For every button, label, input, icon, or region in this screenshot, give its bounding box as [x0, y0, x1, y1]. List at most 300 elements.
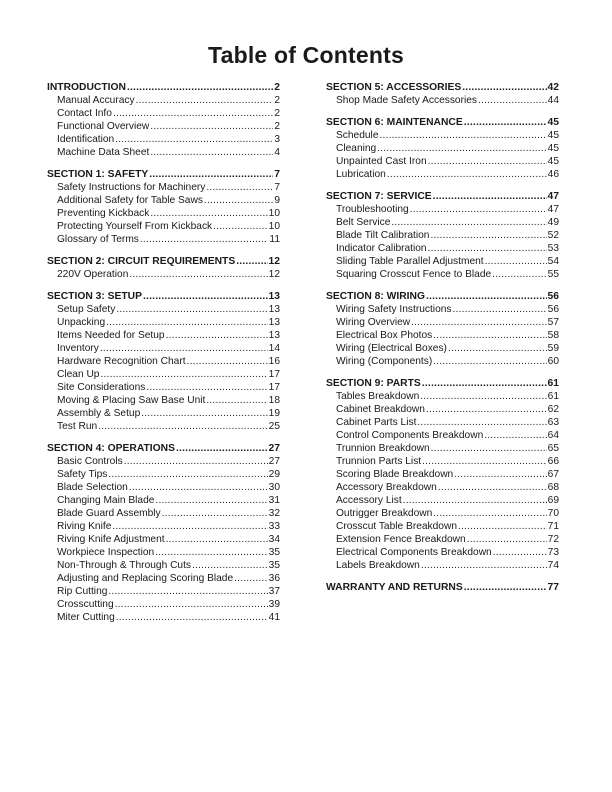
dot-leader — [430, 229, 546, 242]
toc-entry-page-number: 52 — [547, 230, 559, 241]
dot-leader — [192, 559, 268, 572]
toc-entry-label: Items Needed for Setup — [57, 330, 165, 341]
toc-entry-page-number: 16 — [268, 356, 280, 367]
toc-entry[interactable] — [326, 468, 559, 481]
toc-section-heading-page-number: 42 — [547, 82, 559, 93]
toc-section-heading-page-number: 77 — [547, 582, 559, 593]
dot-leader — [204, 194, 273, 207]
toc-entry[interactable] — [326, 533, 559, 546]
toc-entry[interactable] — [47, 268, 280, 281]
toc-section — [47, 255, 280, 281]
toc-entry-page-number: 45 — [547, 143, 559, 154]
toc-entry-page-number: 57 — [547, 317, 559, 328]
toc-section-heading-label: INTRODUCTION — [47, 82, 126, 93]
toc-entry-label: Site Considerations — [57, 382, 146, 393]
toc-entry-page-number: 41 — [268, 612, 280, 623]
toc-entry[interactable] — [47, 455, 280, 468]
dot-leader — [108, 468, 267, 481]
dot-leader — [422, 455, 547, 468]
toc-entry-label: 220V Operation — [57, 269, 129, 280]
toc-section-heading-page-number: 7 — [274, 169, 280, 180]
toc-entry-page-number: 30 — [268, 482, 280, 493]
toc-entry[interactable] — [47, 207, 280, 220]
toc-entry-page-number: 46 — [547, 169, 559, 180]
toc-entry[interactable] — [47, 546, 280, 559]
toc-entry-label: Accessory List — [336, 495, 402, 506]
dot-leader — [458, 520, 547, 533]
toc-entry[interactable] — [326, 129, 559, 142]
toc-section-heading-page-number: 56 — [547, 291, 559, 302]
toc-entry-page-number: 35 — [268, 560, 280, 571]
toc-entry-page-number: 2 — [274, 121, 280, 132]
toc-section-heading-label: SECTION 6: MAINTENANCE — [326, 117, 463, 128]
dot-leader — [113, 107, 273, 120]
toc-entry-label: Glossary of Terms — [57, 234, 139, 245]
toc-entry-label: Clean Up — [57, 369, 100, 380]
toc-entry-label: Safety Tips — [57, 469, 108, 480]
toc-entry-page-number: 14 — [268, 343, 280, 354]
toc-entry[interactable] — [47, 329, 280, 342]
toc-entry-page-number: 27 — [268, 456, 280, 467]
toc-section-heading-label: SECTION 8: WIRING — [326, 291, 425, 302]
dot-leader — [98, 420, 267, 433]
toc-entry-page-number: 31 — [268, 495, 280, 506]
toc-entry[interactable] — [47, 107, 280, 120]
toc-entry-page-number: 29 — [268, 469, 280, 480]
toc-entry[interactable] — [47, 585, 280, 598]
toc-entry[interactable] — [47, 220, 280, 233]
dot-leader — [453, 303, 547, 316]
toc-entry[interactable] — [47, 194, 280, 207]
toc-entry[interactable] — [47, 120, 280, 133]
toc-entry-page-number: 45 — [547, 130, 559, 141]
toc-entry[interactable] — [47, 559, 280, 572]
dot-leader — [136, 94, 274, 107]
toc-entry-label: Tables Breakdown — [336, 391, 420, 402]
toc-entry-page-number: 44 — [547, 95, 559, 106]
dot-leader — [206, 181, 273, 194]
toc-entry[interactable] — [47, 420, 280, 433]
toc-entry-page-number: 37 — [268, 586, 280, 597]
toc-entry-label: Electrical Box Photos — [336, 330, 433, 341]
toc-entry[interactable] — [326, 416, 559, 429]
toc-entry[interactable] — [326, 255, 559, 268]
toc-entry-label: Accessory Breakdown — [336, 482, 437, 493]
toc-entry[interactable] — [326, 494, 559, 507]
toc-section-heading-label: SECTION 9: PARTS — [326, 378, 421, 389]
toc-entry-page-number: 12 — [268, 269, 280, 280]
toc-section — [326, 377, 559, 572]
toc-entry-label: Outrigger Breakdown — [336, 508, 433, 519]
toc-entry-label: Trunnion Parts List — [336, 456, 422, 467]
toc-entry-page-number: 10 — [268, 221, 280, 232]
toc-entry-page-number: 58 — [547, 330, 559, 341]
toc-entry-page-number: 62 — [547, 404, 559, 415]
toc-entry-page-number: 73 — [547, 547, 559, 558]
dot-leader — [140, 233, 269, 246]
toc-entry[interactable] — [47, 355, 280, 368]
toc-entry-label: Blade Tilt Calibration — [336, 230, 430, 241]
toc-entry[interactable] — [326, 520, 559, 533]
toc-entry-page-number: 9 — [274, 195, 280, 206]
toc-entry-page-number: 60 — [547, 356, 559, 367]
toc-entry[interactable] — [326, 355, 559, 368]
dot-leader — [485, 255, 547, 268]
toc-entry[interactable] — [326, 329, 559, 342]
dot-leader — [116, 611, 268, 624]
dot-leader — [124, 455, 268, 468]
dot-leader — [433, 507, 546, 520]
toc-entry-label: Assembly & Setup — [57, 408, 141, 419]
toc-entry[interactable] — [47, 342, 280, 355]
toc-entry-label: Moving & Placing Saw Base Unit — [57, 395, 206, 406]
toc-section-heading-label: WARRANTY AND RETURNS — [326, 582, 463, 593]
toc-entry[interactable] — [326, 546, 559, 559]
toc-entry-page-number: 19 — [268, 408, 280, 419]
toc-entry-label: Identification — [57, 134, 115, 145]
toc-entry[interactable] — [326, 559, 559, 572]
toc-entry-label: Indicator Calibration — [336, 243, 427, 254]
dot-leader — [129, 481, 268, 494]
toc-entry[interactable] — [47, 316, 280, 329]
toc-entry-label: Wiring Safety Instructions — [336, 304, 452, 315]
toc-entry-page-number: 13 — [268, 304, 280, 315]
toc-entry-label: Workpiece Inspection — [57, 547, 155, 558]
dot-leader — [149, 168, 273, 181]
toc-entry[interactable] — [47, 146, 280, 159]
toc-entry-label: Adjusting and Replacing Scoring Blade — [57, 573, 234, 584]
toc-entry-label: Belt Service — [336, 217, 391, 228]
dot-leader — [426, 290, 547, 303]
dot-leader — [411, 316, 547, 329]
toc-entry-page-number: 4 — [274, 147, 280, 158]
dot-leader — [155, 546, 267, 559]
toc-section-heading[interactable] — [326, 116, 559, 129]
dot-leader — [236, 255, 267, 268]
toc-entry[interactable] — [326, 507, 559, 520]
toc-entry[interactable] — [47, 533, 280, 546]
dot-leader — [176, 442, 268, 455]
toc-entry[interactable] — [326, 316, 559, 329]
toc-section — [326, 581, 559, 594]
dot-leader — [127, 81, 273, 94]
toc-section-heading[interactable] — [326, 81, 559, 94]
dot-leader — [422, 377, 547, 390]
toc-entry-page-number: 2 — [274, 95, 280, 106]
dot-leader — [106, 316, 268, 329]
toc-entry-label: Labels Breakdown — [336, 560, 420, 571]
dot-leader — [454, 468, 546, 481]
dot-leader — [438, 481, 547, 494]
toc-entry-label: Manual Accuracy — [57, 95, 135, 106]
toc-entry[interactable] — [47, 598, 280, 611]
toc-entry[interactable] — [47, 611, 280, 624]
dot-leader — [464, 581, 547, 594]
toc-entry-page-number: 36 — [268, 573, 280, 584]
toc-entry-label: Cleaning — [336, 143, 377, 154]
toc-entry[interactable] — [47, 481, 280, 494]
toc-entry-label: Additional Safety for Table Saws — [57, 195, 203, 206]
toc-entry[interactable] — [47, 468, 280, 481]
toc-entry[interactable] — [326, 455, 559, 468]
toc-entry-label: Wiring (Components) — [336, 356, 433, 367]
toc-section-heading[interactable] — [47, 81, 280, 94]
toc-section — [326, 81, 559, 107]
dot-leader — [143, 290, 268, 303]
dot-leader — [112, 520, 267, 533]
toc-entry-page-number: 71 — [547, 521, 559, 532]
toc-entry-label: Control Components Breakdown — [336, 430, 484, 441]
dot-leader — [141, 407, 267, 420]
toc-entry-page-number: 47 — [547, 204, 559, 215]
dot-leader — [462, 81, 546, 94]
toc-entry[interactable] — [47, 133, 280, 146]
toc-entry[interactable] — [326, 142, 559, 155]
toc-entry-label: Hardware Recognition Chart — [57, 356, 186, 367]
toc-entry-page-number: 65 — [547, 443, 559, 454]
dot-leader — [162, 507, 268, 520]
toc-entry[interactable] — [326, 242, 559, 255]
page-title: Table of Contents — [208, 42, 404, 68]
toc-entry[interactable] — [326, 442, 559, 455]
toc-entry[interactable] — [47, 181, 280, 194]
toc-entry[interactable] — [326, 268, 559, 281]
toc-entry-label: Crosscut Table Breakdown — [336, 521, 457, 532]
dot-leader — [100, 368, 267, 381]
toc-entry-label: Wiring Overview — [336, 317, 411, 328]
toc-section — [47, 81, 280, 159]
toc-entry-page-number: 32 — [268, 508, 280, 519]
toc-entry-label: Trunnion Breakdown — [336, 443, 430, 454]
toc-entry-label: Scoring Blade Breakdown — [336, 469, 454, 480]
toc-entry[interactable] — [47, 368, 280, 381]
dot-leader — [484, 429, 546, 442]
dot-leader — [391, 216, 546, 229]
toc-entry-label: Riving Knife Adjustment — [57, 534, 165, 545]
toc-entry-label: Unpacking — [57, 317, 106, 328]
toc-section — [47, 168, 280, 246]
toc-entry[interactable] — [47, 572, 280, 585]
toc-entry[interactable] — [326, 94, 559, 107]
toc-section — [326, 116, 559, 181]
toc-entry-page-number: 7 — [274, 182, 280, 193]
dot-leader — [377, 142, 546, 155]
toc-entry-page-number: 33 — [268, 521, 280, 532]
toc-section — [47, 290, 280, 433]
dot-leader — [426, 403, 547, 416]
toc-entry-page-number: 61 — [547, 391, 559, 402]
toc-entry[interactable] — [326, 429, 559, 442]
toc-entry[interactable] — [47, 94, 280, 107]
toc-entry[interactable] — [326, 229, 559, 242]
toc-entry[interactable] — [47, 303, 280, 316]
toc-entry-label: Changing Main Blade — [57, 495, 155, 506]
toc-section-heading-page-number: 13 — [268, 291, 280, 302]
toc-section-heading-label: SECTION 5: ACCESSORIES — [326, 82, 462, 93]
toc-entry-page-number: 34 — [268, 534, 280, 545]
toc-entry[interactable] — [326, 168, 559, 181]
toc-entry-label: Miter Cutting — [57, 612, 115, 623]
dot-leader — [464, 116, 547, 129]
toc-entry-page-number: 11 — [269, 234, 280, 245]
dot-leader — [433, 190, 547, 203]
toc-entry-label: Sliding Table Parallel Adjustment — [336, 256, 484, 267]
toc-entry-label: Protecting Yourself From Kickback — [57, 221, 213, 232]
toc-entry-label: Functional Overview — [57, 121, 150, 132]
toc-entry[interactable] — [326, 155, 559, 168]
toc-entry-label: Basic Controls — [57, 456, 123, 467]
dot-leader — [116, 303, 267, 316]
dot-leader — [206, 394, 267, 407]
toc-section-heading[interactable] — [326, 290, 559, 303]
toc-entry-page-number: 53 — [547, 243, 559, 254]
toc-right-column — [326, 81, 559, 603]
toc-section-heading[interactable] — [47, 442, 280, 455]
toc-entry-page-number: 66 — [547, 456, 559, 467]
toc-section-heading-page-number: 27 — [268, 443, 280, 454]
toc-entry-page-number: 39 — [268, 599, 280, 610]
toc-entry-label: Crosscutting — [57, 599, 114, 610]
toc-section-heading-label: SECTION 4: OPERATIONS — [47, 443, 175, 454]
toc-section-heading[interactable] — [47, 255, 280, 268]
dot-leader — [410, 203, 547, 216]
toc-entry[interactable] — [47, 381, 280, 394]
toc-entry-page-number: 18 — [268, 395, 280, 406]
dot-leader — [166, 533, 268, 546]
dot-leader — [155, 494, 267, 507]
toc-section — [326, 290, 559, 368]
toc-section-heading-label: SECTION 1: SAFETY — [47, 169, 149, 180]
toc-entry-page-number: 25 — [268, 421, 280, 432]
dot-leader — [100, 342, 268, 355]
toc-entry[interactable] — [326, 342, 559, 355]
toc-entry-page-number: 63 — [547, 417, 559, 428]
toc-section-heading-page-number: 45 — [547, 117, 559, 128]
toc-section-heading[interactable] — [326, 377, 559, 390]
toc-entry[interactable] — [326, 481, 559, 494]
toc-entry[interactable] — [326, 203, 559, 216]
toc-entry-label: Blade Guard Assembly — [57, 508, 161, 519]
toc-left-column — [47, 81, 280, 633]
dot-leader — [150, 207, 267, 220]
toc-entry-page-number: 10 — [268, 208, 280, 219]
toc-section-heading[interactable] — [326, 581, 559, 594]
toc-entry-label: Inventory — [57, 343, 99, 354]
toc-entry-label: Shop Made Safety Accessories — [336, 95, 478, 106]
toc-entry-label: Wiring (Electrical Boxes) — [336, 343, 447, 354]
dot-leader — [433, 355, 546, 368]
toc-entry-page-number: 3 — [274, 134, 280, 145]
toc-section-heading-label: SECTION 7: SERVICE — [326, 191, 432, 202]
toc-entry-label: Test Run — [57, 421, 98, 432]
toc-entry[interactable] — [47, 494, 280, 507]
toc-entry-label: Setup Safety — [57, 304, 116, 315]
dot-leader — [379, 129, 546, 142]
dot-leader — [187, 355, 268, 368]
dot-leader — [478, 94, 547, 107]
toc-entry-label: Non-Through & Through Cuts — [57, 560, 192, 571]
dot-leader — [166, 329, 268, 342]
toc-entry[interactable] — [326, 216, 559, 229]
toc-entry-label: Safety Instructions for Machinery — [57, 182, 206, 193]
toc-entry-page-number: 17 — [268, 369, 280, 380]
toc-section-heading[interactable] — [47, 290, 280, 303]
dot-leader — [403, 494, 547, 507]
toc-entry-label: Cabinet Breakdown — [336, 404, 425, 415]
toc-entry-page-number: 64 — [547, 430, 559, 441]
toc-entry[interactable] — [47, 394, 280, 407]
toc-entry-page-number: 13 — [268, 330, 280, 341]
toc-section — [47, 442, 280, 624]
toc-entry[interactable] — [47, 520, 280, 533]
toc-entry-page-number: 68 — [547, 482, 559, 493]
toc-entry-page-number: 70 — [547, 508, 559, 519]
toc-section — [326, 190, 559, 281]
toc-entry-page-number: 56 — [547, 304, 559, 315]
dot-leader — [150, 120, 273, 133]
toc-section-heading-page-number: 47 — [547, 191, 559, 202]
toc-entry-page-number: 49 — [547, 217, 559, 228]
toc-section-heading-label: SECTION 3: SETUP — [47, 291, 142, 302]
toc-entry-label: Cabinet Parts List — [336, 417, 417, 428]
dot-leader — [420, 390, 546, 403]
toc-entry-label: Troubleshooting — [336, 204, 409, 215]
toc-entry-page-number: 72 — [547, 534, 559, 545]
toc-entry[interactable] — [47, 233, 280, 246]
toc-entry-label: Contact Info — [57, 108, 112, 119]
toc-section-heading[interactable] — [326, 190, 559, 203]
toc-entry-page-number: 55 — [547, 269, 559, 280]
dot-leader — [115, 598, 268, 611]
toc-entry-label: Riving Knife — [57, 521, 112, 532]
dot-leader — [213, 220, 268, 233]
dot-leader — [387, 168, 547, 181]
dot-leader — [448, 342, 547, 355]
dot-leader — [129, 268, 267, 281]
toc-entry-page-number: 67 — [547, 469, 559, 480]
dot-leader — [421, 559, 547, 572]
toc-section-heading-page-number: 12 — [268, 256, 280, 267]
dot-leader — [467, 533, 547, 546]
dot-leader — [492, 268, 546, 281]
toc-entry[interactable] — [326, 303, 559, 316]
toc-entry-page-number: 54 — [547, 256, 559, 267]
toc-entry-page-number: 59 — [547, 343, 559, 354]
toc-section-heading-label: SECTION 2: CIRCUIT REQUIREMENTS — [47, 256, 236, 267]
toc-entry-page-number: 13 — [268, 317, 280, 328]
toc-entry-label: Extension Fence Breakdown — [336, 534, 466, 545]
toc-section-heading-page-number: 2 — [274, 82, 280, 93]
toc-entry-page-number: 69 — [547, 495, 559, 506]
dot-leader — [108, 585, 267, 598]
dot-leader — [146, 381, 267, 394]
dot-leader — [431, 442, 547, 455]
toc-entry-page-number: 2 — [274, 108, 280, 119]
toc-entry-page-number: 35 — [268, 547, 280, 558]
toc-entry-label: Unpainted Cast Iron — [336, 156, 427, 167]
toc-entry[interactable] — [326, 390, 559, 403]
toc-entry[interactable] — [47, 407, 280, 420]
toc-entry-page-number: 74 — [547, 560, 559, 571]
toc-entry-label: Lubrication — [336, 169, 386, 180]
toc-entry-label: Electrical Components Breakdown — [336, 547, 492, 558]
toc-entry[interactable] — [47, 507, 280, 520]
toc-entry-label: Squaring Crosscut Fence to Blade — [336, 269, 492, 280]
toc-entry-page-number: 17 — [268, 382, 280, 393]
toc-section-heading[interactable] — [47, 168, 280, 181]
dot-leader — [234, 572, 268, 585]
toc-entry[interactable] — [326, 403, 559, 416]
